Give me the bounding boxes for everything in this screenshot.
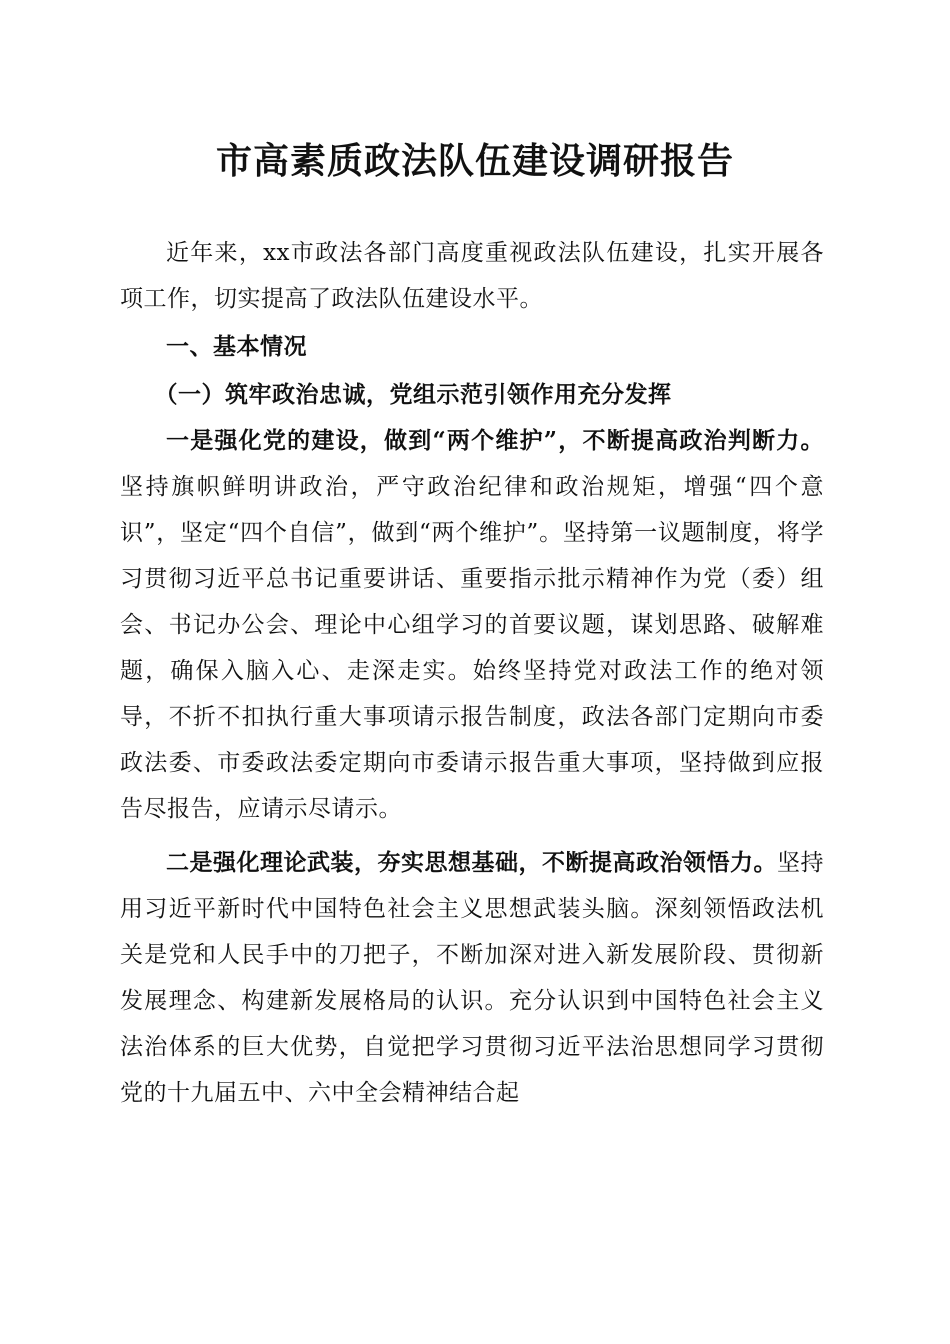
paragraph-party-building bbox=[120, 418, 824, 832]
subsection-heading-political-loyalty: （一）筑牢政治忠诚，党组示范引领作用充分发挥 bbox=[154, 381, 672, 408]
paragraph-text-party-building: 坚持旗帜鲜明讲政治，严守政治纪律和政治规矩，增强“四个意识”，坚定“四个自信”，做到“两个维护”。坚持第一议题制度，将学习贯彻习近平总书记重要讲话、重要指示批示精神作为党（委）组会、书记办公会、理论中心组学习的首要议题，谋划思路、破解难题，确保入脑入心、走深走实。始终坚持党对政法工作的绝对领导，不折不扣执行重大事项请示报告制度，政法各部门定期向市委政法委、市委政法委定期向市委请示报告重大事项，坚持做到应报告尽报告，应请示尽请示。 bbox=[120, 474, 824, 822]
paragraph-lead-theory-armament: 二是强化理论武装，夯实思想基础，不断提高政治领悟力。 bbox=[166, 849, 777, 876]
section-heading-basic-situation: 一、基本情况 bbox=[166, 334, 307, 360]
paragraph-theory-armament bbox=[120, 840, 824, 1116]
document-body bbox=[120, 230, 824, 1116]
paragraph-text-theory-armament: 坚持用习近平新时代中国特色社会主义思想武装头脑。深刻领悟政法机关是党和人民手中的刀把子，不断加深对进入新发展阶段、贯彻新发展理念、构建新发展格局的认识。充分认识到中国特色社会主义法治体系的巨大优势，自觉把学习贯彻习近平法治思想同学习贯彻党的十九届五中、六中全会精神结合起 bbox=[120, 850, 824, 1106]
intro-paragraph: 近年来，xx市政法各部门高度重视政法队伍建设，扎实开展各项工作，切实提高了政法队伍建设水平。 bbox=[120, 240, 824, 312]
document-title: 市高素质政法队伍建设调研报告 bbox=[215, 140, 734, 182]
paragraph-lead-party-building: 一是强化党的建设，做到“两个维护”，不断提高政治判断力。 bbox=[166, 427, 824, 454]
